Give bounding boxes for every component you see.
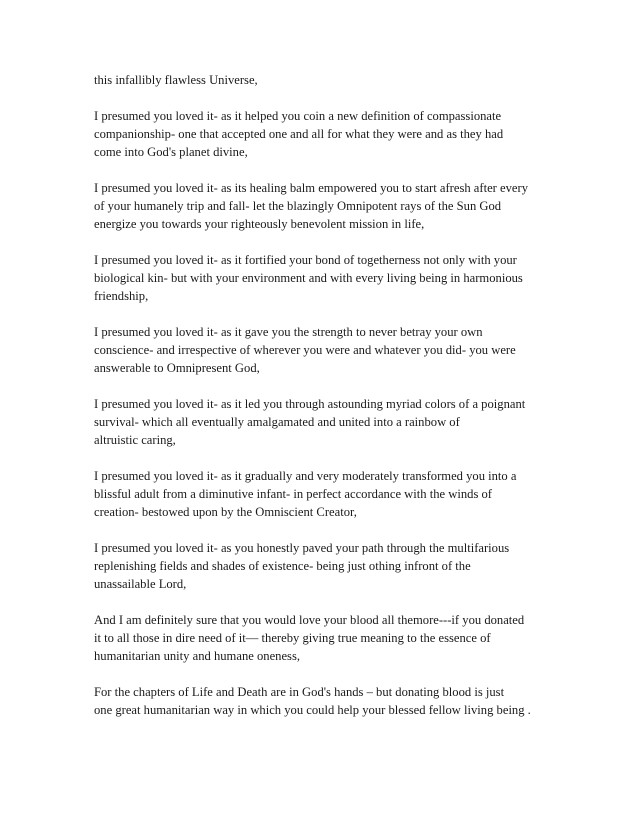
text-line: one great humanitarian way in which you could help your blessed fellow living being . (94, 703, 531, 717)
text-line: I presumed you loved it- as you honestly paved your path through the multifarious (94, 541, 510, 555)
text-line: unassailable Lord, (94, 577, 187, 591)
text-line: I presumed you loved it- as it gradually and very moderately transformed you into a (94, 469, 517, 483)
paragraph-7 (94, 467, 554, 521)
text-line: come into God's planet divine, (94, 145, 248, 159)
text-line: companionship- one that accepted one and all for what they were and as they had (94, 127, 504, 141)
text-line: blissful adult from a diminutive infant- in perfect accordance with the winds of (94, 487, 492, 501)
text-line: this infallibly flawless Universe, (94, 73, 258, 87)
text-line: friendship, (94, 289, 149, 303)
text-line: I presumed you loved it- as it led you through astounding myriad colors of a poignant (94, 397, 526, 411)
text-line: I presumed you loved it- as its healing balm empowered you to start afresh after every (94, 181, 528, 195)
paragraph-5 (94, 323, 554, 377)
paragraph-10 (94, 683, 554, 719)
text-line: humanitarian unity and humane oneness, (94, 649, 300, 663)
text-line: energize you towards your righteously benevolent mission in life, (94, 217, 425, 231)
text-line: altruistic caring, (94, 433, 176, 447)
paragraph-4 (94, 251, 554, 305)
text-line: answerable to Omnipresent God, (94, 361, 260, 375)
text-line: biological kin- but with your environment and with every living being in harmonious (94, 271, 523, 285)
text-line: of your humanely trip and fall- let the blazingly Omnipotent rays of the Sun God (94, 199, 502, 213)
paragraph-3 (94, 179, 554, 233)
text-line: And I am definitely sure that you would love your blood all themore---if you donated (94, 613, 525, 627)
paragraph-2 (94, 107, 554, 161)
text-line: I presumed you loved it- as it gave you the strength to never betray your own (94, 325, 483, 339)
text-line: creation- bestowed upon by the Omniscient Creator, (94, 505, 357, 519)
paragraph-6 (94, 395, 554, 449)
text-line: it to all those in dire need of it— thereby giving true meaning to the essence of (94, 631, 491, 645)
text-line: survival- which all eventually amalgamated and united into a rainbow of (94, 415, 460, 429)
poem-body (94, 71, 554, 737)
paragraph-8 (94, 539, 554, 593)
text-line: For the chapters of Life and Death are in God's hands – but donating blood is just (94, 685, 505, 699)
text-line: I presumed you loved it- as it helped you coin a new definition of compassionate (94, 109, 502, 123)
text-line: I presumed you loved it- as it fortified your bond of togetherness not only with your (94, 253, 517, 267)
paragraph-1 (94, 71, 554, 89)
text-line: conscience- and irrespective of wherever you were and whatever you did- you were (94, 343, 516, 357)
text-line: replenishing fields and shades of existence- being just othing infront of the (94, 559, 471, 573)
paragraph-9 (94, 611, 554, 665)
